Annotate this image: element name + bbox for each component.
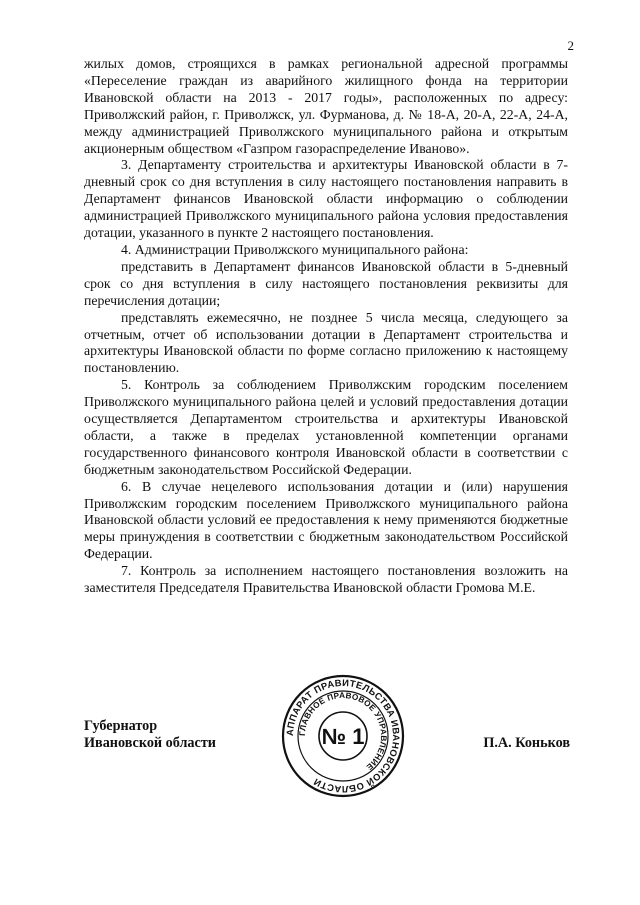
- signatory-name: П.А. Коньков: [483, 735, 570, 751]
- document-body: [84, 56, 568, 597]
- paragraph-continuation: жилых домов, строящихся в рамках региональной адресной программы «Переселение граждан из аварийного жилищного фонда на территории Ивановской области на 2013 - 2017 годы», расположенных по адресу: Приволжский район, г. Приволжск, ул. Фурманова, д. № 18-А, 20-А, 22-А, 24-А, между администрацией Приволжского муниципального района и открытым акционерным обществом «Газпром газораспределение Иваново».: [84, 56, 568, 156]
- stamp-outer-text: АППАРАТ ПРАВИТЕЛЬСТВА ИВАНОВСКОЙ ОБЛАСТИ: [283, 676, 403, 796]
- paragraph-item-6: 6. В случае нецелевого использования дотации и (или) нарушения Приволжским городским поселением Приволжского муниципального района Ивановской области условий ее предоставления к нему применяются бюджетные меры принуждения в соответствии с бюджетным законодательством Российской Федерации.: [84, 478, 568, 562]
- signatory-title: Губернатор: [84, 718, 158, 734]
- paragraph-item-7: 7. Контроль за исполнением настоящего постановления возложить на заместителя Председателя Правительства Ивановской области Громова М.Е.: [84, 563, 568, 596]
- stamp-seal-graphic: [280, 673, 406, 799]
- official-stamp: [280, 673, 406, 799]
- paragraph-item-4-sub-2: представлять ежемесячно, не позднее 5 числа месяца, следующего за отчетным, отчет об использовании дотации в Департамент строительства и архитектуры Ивановской области по форме согласно приложению к настоящему постановлению.: [84, 309, 568, 376]
- paragraph-item-4: 4. Администрации Приволжского муниципального района:: [121, 241, 469, 257]
- paragraph-item-4-sub-1: представить в Департамент финансов Ивановской области в 5-дневный срок со дня вступления в силу настоящего постановления реквизиты для перечисления дотации;: [84, 258, 568, 308]
- stamp-inner-text: ГЛАВНОЕ ПРАВОВОЕ УПРАВЛЕНИЕ: [297, 690, 389, 772]
- signatory-region: Ивановской области: [84, 735, 216, 751]
- page-number: 2: [567, 38, 574, 53]
- stamp-center-text: № 1: [321, 724, 365, 749]
- paragraph-item-3: 3. Департаменту строительства и архитектуры Ивановской области в 7-дневный срок со дня вступления в силу настоящего постановления направить в Департамент финансов Ивановской области информацию о соблюдении администрацией Приволжского муниципального района условия предоставления дотации, указанного в пункте 2 настоящего постановления.: [84, 157, 568, 241]
- signatory-position: [84, 718, 284, 752]
- paragraph-item-5: 5. Контроль за соблюдением Приволжским городским поселением Приволжского муниципального района целей и условий предоставления дотации осуществляется Департаментом строительства и архитектуры Ивановской области, а также в пределах установленной компетенции органами государственного финансового контроля Ивановской области в соответствии с бюджетным законодательством Российской Федерации.: [84, 377, 568, 477]
